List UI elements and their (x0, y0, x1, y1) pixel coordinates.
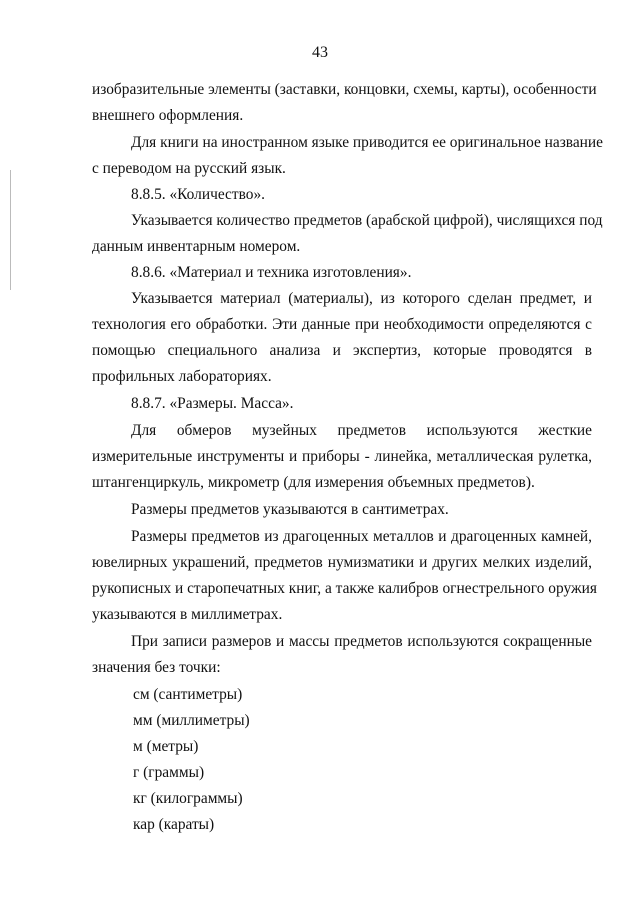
section-heading: 8.8.6. «Материал и техника изготовления». (131, 264, 412, 281)
unit-list-item: кг (килограммы) (133, 790, 243, 807)
paragraph-line: внешнего оформления. (92, 107, 244, 124)
unit-list-item: кар (караты) (133, 816, 215, 833)
paragraph-line: технология его обработки. Эти данные при необходимости определяются с (92, 316, 592, 333)
paragraph-line: рукописных и старопечатных книг, а также калибров огнестрельного оружия (92, 580, 597, 597)
paragraph-line: Указывается материал (материалы), из которого сделан предмет, и (131, 290, 592, 307)
paragraph-line: указываются в миллиметрах. (92, 606, 283, 623)
paragraph-line: данным инвентарным номером. (92, 238, 301, 255)
paragraph-line: изобразительные элементы (заставки, концовки, схемы, карты), особенности (92, 81, 597, 98)
paragraph-line: ювелирных украшений, предметов нумизматики и других мелких изделий, (92, 554, 592, 571)
paragraph-line: При записи размеров и массы предметов используются сокращенные (131, 633, 592, 650)
paragraph-line: помощью специального анализа и экспертиз, которые проводятся в (92, 342, 592, 359)
paragraph-line: измерительные инструменты и приборы - линейка, металлическая рулетка, (92, 448, 592, 465)
paragraph-line: Для обмеров музейных предметов используются жесткие (131, 422, 592, 439)
unit-list-item: см (сантиметры) (133, 686, 243, 703)
paragraph-line: Указывается количество предметов (арабской цифрой), числящихся под (131, 212, 603, 229)
unit-list-item: мм (миллиметры) (133, 712, 250, 729)
paragraph-line: Для книги на иностранном языке приводится ее оригинальное название (131, 134, 603, 151)
unit-list-item: г (граммы) (133, 764, 205, 781)
paragraph-line: профильных лабораториях. (92, 368, 272, 385)
unit-list-item: м (метры) (133, 738, 199, 755)
scan-artifact (10, 170, 11, 290)
paragraph-line: значения без точки: (92, 659, 221, 676)
paragraph-line: Размеры предметов из драгоценных металлов и драгоценных камней, (131, 528, 592, 545)
section-heading: 8.8.7. «Размеры. Масса». (131, 395, 294, 412)
paragraph-line: Размеры предметов указываются в сантиметрах. (131, 501, 449, 518)
paragraph-line: штангенциркуль, микрометр (для измерения объемных предметов). (92, 474, 535, 491)
page-number: 43 (312, 44, 328, 61)
paragraph-line: с переводом на русский язык. (92, 160, 286, 177)
section-heading: 8.8.5. «Количество». (131, 186, 265, 203)
